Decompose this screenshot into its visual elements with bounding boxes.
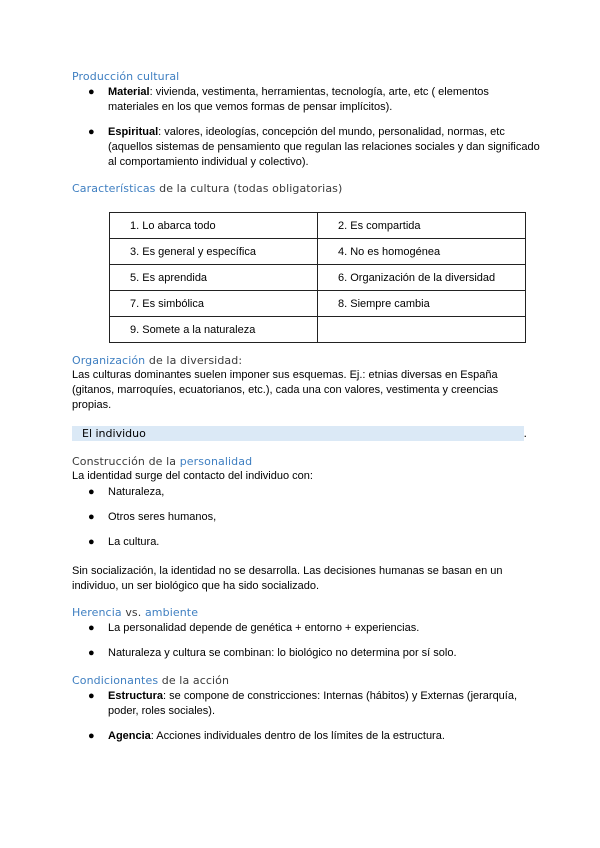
heading-keyword: Condicionantes (72, 674, 159, 687)
heading-rest: Construcción de la (72, 455, 180, 468)
table-row (110, 291, 526, 317)
item-text: Otros seres humanos, (108, 511, 217, 523)
table-cell: 6. Organización de la diversidad (318, 265, 526, 291)
list-item (80, 125, 540, 170)
heading-caracteristicas (72, 182, 342, 195)
heading-construccion (72, 455, 252, 468)
bullet-icon: ● (88, 86, 95, 98)
item-text: Naturaleza y cultura se combinan: lo biológico no determina por sí solo. (108, 647, 457, 659)
table-row (110, 317, 526, 343)
table-row (110, 265, 526, 291)
heading-herencia (72, 606, 198, 619)
item-text: Naturaleza, (108, 486, 165, 498)
item-text: : vivienda, vestimenta, herramientas, tecnología, arte, etc ( elementos materiales en los que vemos formas de pensar implícitos). (108, 86, 489, 113)
construccion-intro: La identidad surge del contacto del individuo con: (72, 470, 313, 482)
bullet-icon: ● (88, 486, 95, 498)
heading-keyword: personalidad (179, 455, 253, 468)
heading-keyword: Organización (72, 354, 146, 367)
bullet-icon: ● (88, 730, 95, 742)
heading-keyword-2: ambiente (144, 606, 199, 619)
heading-mid: vs. (121, 606, 145, 619)
table-row (110, 239, 526, 265)
table-cell: 7. Es simbólica (110, 291, 318, 317)
table-cell: 1. Lo abarca todo (110, 213, 318, 239)
table-cell: 9. Somete a la naturaleza (110, 317, 318, 343)
heading-rest: de la cultura (todas obligatorias) (155, 182, 343, 195)
heading-produccion-cultural: Producción cultural (72, 70, 180, 83)
list-item (80, 689, 540, 719)
socializacion-paragraph: Sin socialización, la identidad no se desarrolla. Las decisiones humanas se basan en un individuo, un ser biológico que ha sido socializado. (72, 565, 503, 592)
table-cell: 4. No es homogénea (318, 239, 526, 265)
section-bar-individuo (72, 426, 527, 441)
produccion-list (80, 85, 540, 170)
heading-keyword: Herencia (72, 606, 122, 619)
list-item (80, 621, 540, 636)
heading-rest: de la diversidad: (145, 354, 243, 367)
bullet-icon: ● (88, 536, 95, 548)
table-cell: 8. Siempre cambia (318, 291, 526, 317)
condicionantes-list (80, 689, 540, 744)
table-cell: 2. Es compartida (318, 213, 526, 239)
item-term: Espiritual (108, 126, 159, 138)
bullet-icon: ● (88, 647, 95, 659)
table-cell (318, 317, 526, 343)
organizacion-paragraph: Las culturas dominantes suelen imponer sus esquemas. Ej.: etnias diversas en España (gitanos, marroquíes, ecuatorianos, etc.), cada una con valores, vestimenta y creencias propias. (72, 369, 499, 411)
heading-keyword: Características (72, 182, 156, 195)
heading-condicionantes (72, 674, 229, 687)
list-item (80, 485, 540, 500)
caracteristicas-table (109, 212, 526, 343)
list-item (80, 85, 540, 115)
table-cell: 5. Es aprendida (110, 265, 318, 291)
list-item (80, 729, 540, 744)
item-text: : se compone de constricciones: Internas (hábitos) y Externas (jerarquía, poder, roles sociales). (108, 690, 518, 717)
item-term: Material (108, 86, 150, 98)
bullet-icon: ● (88, 690, 95, 702)
table-row (110, 213, 526, 239)
table-cell: 3. Es general y específica (110, 239, 318, 265)
item-text: La cultura. (108, 536, 160, 548)
bullet-icon: ● (88, 622, 95, 634)
heading-organizacion (72, 354, 242, 367)
list-item (80, 646, 540, 661)
list-item (80, 510, 540, 525)
section-trail: . (523, 427, 527, 440)
herencia-list (80, 621, 540, 661)
bullet-icon: ● (88, 511, 95, 523)
item-text: La personalidad depende de genética + entorno + experiencias. (108, 622, 420, 634)
bullet-icon: ● (88, 126, 95, 138)
item-text: : Acciones individuales dentro de los límites de la estructura. (150, 730, 445, 742)
construccion-list (80, 485, 540, 550)
heading-rest: de la acción (158, 674, 230, 687)
list-item (80, 535, 540, 550)
item-text: : valores, ideologías, concepción del mundo, personalidad, normas, etc (aquellos sistemas de pensamiento que regulan las relaciones sociales y dan significado al comportamiento individual y colectivo). (108, 126, 540, 168)
item-term: Agencia (108, 730, 151, 742)
section-title: El individuo (82, 427, 146, 440)
item-term: Estructura (108, 690, 164, 702)
